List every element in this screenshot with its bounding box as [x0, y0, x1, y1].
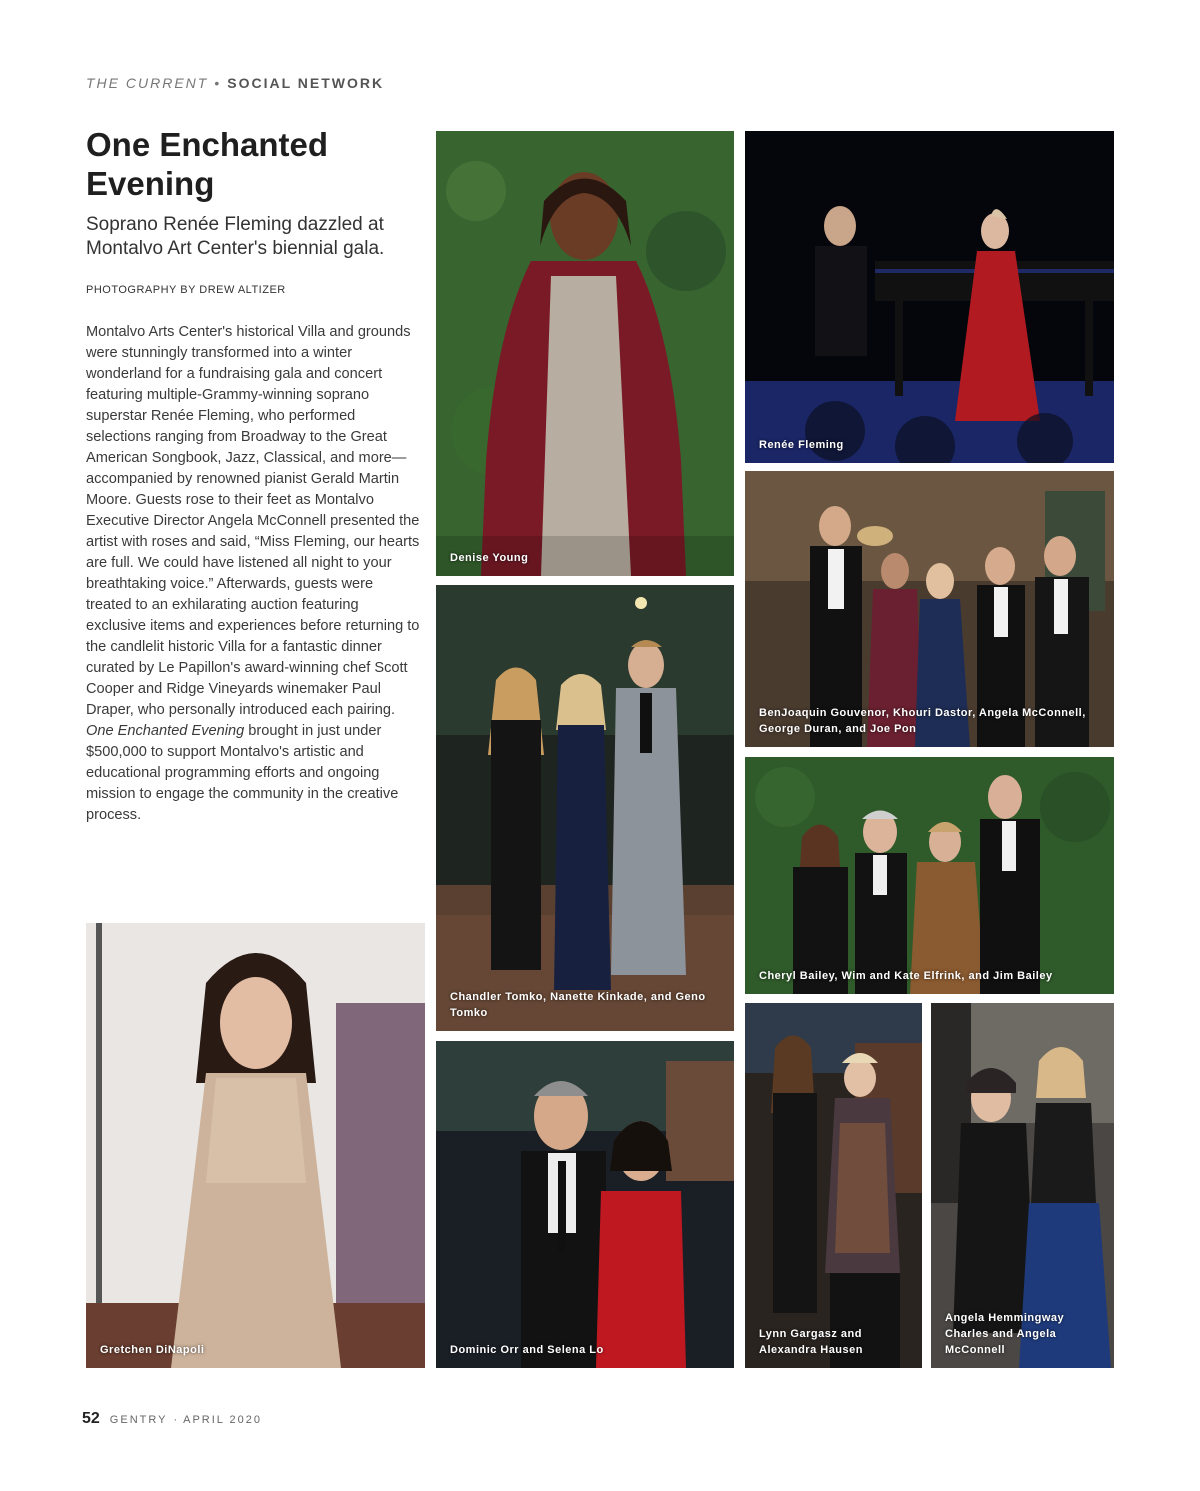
article-body — [86, 322, 420, 826]
section-name: THE CURRENT — [86, 75, 209, 91]
article-title: One Enchanted Evening — [86, 126, 329, 202]
photo-caption: BenJoaquin Gouvenor, Khouri Dastor, Angela McConnell, George Duran, and Joe Pon — [759, 707, 1086, 735]
footer-separator: · — [173, 1414, 178, 1426]
photo-caption: Cheryl Bailey, Wim and Kate Elfrink, and Jim Bailey — [759, 970, 1053, 982]
photo-caption: Chandler Tomko, Nanette Kinkade, and Geno Tomko — [450, 991, 706, 1019]
photo-caption: Gretchen DiNapoli — [100, 1344, 205, 1356]
body-text-italic: One Enchanted Evening — [86, 723, 245, 739]
photo-caption: Denise Young — [450, 552, 529, 564]
photo-image — [86, 923, 425, 1368]
photo-renee-fleming — [745, 131, 1114, 463]
photo-bailey-elfrink — [745, 757, 1114, 994]
photo-group-gouvenor — [745, 471, 1114, 747]
publication-name: GENTRY — [109, 1414, 168, 1426]
photo-credit: PHOTOGRAPHY BY DREW ALTIZER — [86, 284, 286, 296]
photo-image — [745, 131, 1114, 463]
page-footer — [82, 1410, 262, 1428]
photo-tomko-group — [436, 585, 734, 1031]
photo-caption: Angela Hemmingway Charles and Angela McConnell — [945, 1312, 1065, 1356]
body-text-part1: Montalvo Arts Center's historical Villa and grounds were stunningly transformed into a winter wonderland for a fundraising gala and concert featuring multiple-Grammy-winning soprano superstar Renée Fleming, who performed selections ranging from Broadway to the Great American Songbook, Jazz, Classical, and more—accompanied by renowned pianist Gerald Martin Moore. Guests rose to their feet as Montalvo Executive Director Angela McConnell presented the artist with roses and said, “Miss Fleming, our hearts are full. We could have listened all night to your breathtaking voice.” Afterwards, guests were treated to an exhilarating auction featuring exclusive items and experiences before returning to the candlelit historic Villa for a fantastic dinner curated by Le Papillon's award-winning chef Scott Cooper and Ridge Vineyards winemaker Paul Draper, who personally introduced each pairing. — [86, 324, 420, 718]
subsection-name: SOCIAL NETWORK — [227, 75, 385, 91]
photo-charles-mcconnell — [931, 1003, 1114, 1368]
photo-image — [745, 1003, 922, 1368]
kicker-separator: • — [214, 75, 222, 91]
body-text-part2: brought in just under $500,000 to support Montalvo's artistic and educational programming efforts and ongoing mission to engage the community in the creative process. — [86, 723, 399, 823]
photo-gretchen-dinapoli — [86, 923, 425, 1368]
photo-image — [436, 585, 734, 1031]
article-subtitle: Soprano Renée Fleming dazzled at Montalvo Art Center's biennial gala. — [86, 214, 385, 259]
photo-caption: Renée Fleming — [759, 439, 844, 451]
photo-orr-lo — [436, 1041, 734, 1368]
issue-date: APRIL 2020 — [183, 1414, 263, 1426]
photo-gargasz-hausen — [745, 1003, 922, 1368]
page-number: 52 — [82, 1410, 100, 1427]
photo-caption: Lynn Gargasz and Alexandra Hausen — [759, 1328, 863, 1356]
photo-image — [745, 757, 1114, 994]
photo-denise-young — [436, 131, 734, 576]
photo-image — [436, 131, 734, 576]
photo-caption: Dominic Orr and Selena Lo — [450, 1344, 604, 1356]
section-kicker — [86, 75, 384, 91]
photo-image — [436, 1041, 734, 1368]
